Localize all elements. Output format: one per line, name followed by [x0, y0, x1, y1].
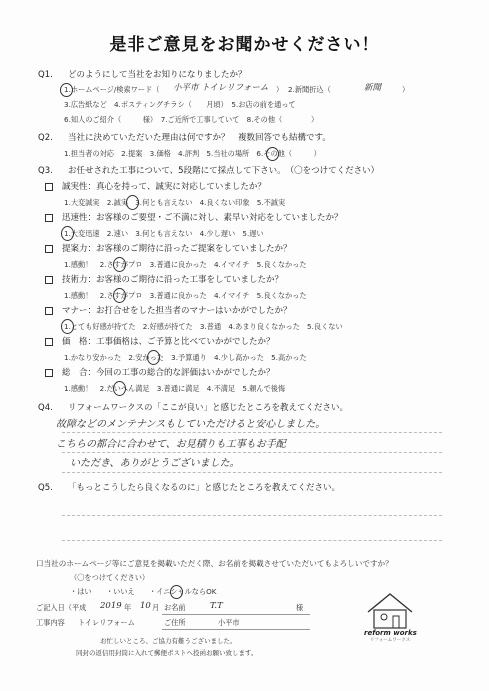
- q3-price-checkbox[interactable]: [45, 338, 53, 346]
- q3-price-answer-circle: [147, 350, 160, 365]
- date-label: ご記入日（平成: [36, 603, 87, 612]
- work-content: トイレリフォーム: [78, 618, 135, 627]
- q4-answer-line-3: [62, 472, 442, 473]
- q3-sincerity-answer-circle: [126, 195, 139, 210]
- page-title: 是非ご意見をお聞かせください！: [109, 35, 380, 55]
- q3-manner-options: 1.とても好感が持てた 2.好感が持てた 3.普通 4.あまり良くなかった 5.良くない: [64, 322, 343, 331]
- q1-option-newspaper: 2.新聞折込（: [288, 85, 331, 94]
- q3-question: お任せされた工事について、5段階にて採点して下さい。 （〇をつけてください）: [68, 166, 380, 176]
- date-month: 10: [140, 601, 151, 611]
- q3-overall-question: 総 合：今回の工事の総合的な評価はいかがでしたか？: [62, 368, 275, 378]
- logo-text: reform works: [364, 629, 417, 637]
- q3-price-question: 価 格：工事価格は、ご予算と比べていかがでしたか？: [62, 337, 275, 347]
- q1-option-newspaper-close: ）: [402, 85, 410, 94]
- q4-answer-line-1: [62, 432, 442, 433]
- q5-question: 「もっとこうしたら良くなるのに」と感じたところを教えてください。: [68, 483, 341, 493]
- logo-subtext: リフォームワークス: [370, 638, 411, 643]
- q3-price-options: 1.かなり安かった 2.安かった 3.予算通り 4.少し高かった 5.高かった: [64, 353, 307, 362]
- name-label: お名前: [164, 603, 186, 612]
- q5-answer-line-2: [62, 540, 442, 541]
- date-year-unit: 年: [124, 603, 132, 612]
- date-year: 2019: [100, 601, 122, 611]
- q1-written-search-words: 小平市 トイレリフォーム: [173, 83, 269, 93]
- q3-proposal-checkbox[interactable]: [45, 245, 53, 253]
- q3-label: Q3.: [38, 166, 53, 176]
- consent-question: 口当社のホームページ等にご意見を掲載いただく際、お名前を掲載させていただいてもよろしいですか？: [36, 559, 393, 568]
- consent-choices: ・はい ・いいえ ・イニシャルならOK: [70, 587, 217, 596]
- q3-skill-options: 1.感動！ 2.さすがプロ 3.普通に良かった 4.イマイチ 5.良くなかった: [64, 291, 307, 300]
- q3-manner-question: マナー：お打合せをした担当者のマナーはいかがでしたか？: [62, 306, 292, 316]
- q3-skill-answer-circle: [113, 288, 126, 303]
- q1-option-homepage: 1.ホームページ/検索ワード（: [64, 85, 160, 94]
- address-underline: [162, 629, 310, 630]
- q5-answer-line-1: [62, 515, 442, 516]
- house-icon: [362, 590, 418, 630]
- q2-label: Q2.: [38, 133, 53, 143]
- q2-question: 当社に決めていただいた理由は何ですか？ 複数回答でも結構です。: [68, 133, 331, 143]
- return-envelope-note: 同封の返信用封筒に入れて郵便ポストへ投函お願い致します。: [76, 649, 258, 657]
- q1-written-newspaper: 新聞: [364, 83, 382, 93]
- q3-overall-checkbox[interactable]: [45, 369, 53, 377]
- thanks-note: お忙しいところ、ご協力有難うございました。: [100, 637, 237, 645]
- q3-sincerity-question: 誠実性：真心を持って、誠実に対応していましたか？: [62, 182, 266, 192]
- date-month-unit: 月: [152, 603, 160, 612]
- q1-options-row3: 6.知人のご紹介（ 様） 7.ご近所で工事していて 8.その他（ ）: [64, 115, 319, 124]
- q3-proposal-question: 提案力：お客様のご期待に沿ったご提案をしていましたか？: [62, 244, 292, 254]
- work-label: 工事内容: [36, 618, 65, 627]
- q1-options-row2: 3.広告紙など 4.ポスティングチラシ（ 月頃） 5.お店の前を通って: [64, 100, 296, 109]
- q3-manner-answer-circle: [61, 319, 74, 334]
- name-honorific: 様: [296, 603, 304, 612]
- q3-manner-checkbox[interactable]: [45, 307, 53, 315]
- q2-options: 1.担当者の対応 2.提案 3.価格 4.評判 5.当社の場所 6.その他（ ）: [64, 149, 321, 158]
- name-underline: [162, 614, 310, 615]
- address-label: ご住所: [164, 618, 186, 627]
- q1-question: どのようにして当社をお知りになりましたか？: [68, 70, 247, 80]
- customer-name: T.T: [210, 601, 223, 611]
- q4-label: Q4.: [38, 403, 53, 413]
- q3-sincerity-options: 1.大変誠実 2.誠実 3.何とも言えない 4.良くない印象 5.不誠実: [64, 198, 286, 207]
- q3-skill-question: 技術力：お客様のご期待に沿った工事をしていましたか？: [62, 275, 284, 285]
- q3-speed-options: 1.大変迅速 2.速い 3.何とも言えない 4.少し遅い 5.遅い: [64, 229, 264, 238]
- q3-speed-answer-circle: [61, 226, 74, 241]
- reform-works-logo: [362, 590, 418, 646]
- q4-answer-line-3-text: いただき、ありがとうございました。: [70, 458, 240, 469]
- q3-proposal-options: 1.感動！ 2.さすがプロ 3.普通に良かった 4.イマイチ 5.良くなかった: [64, 260, 307, 269]
- q3-skill-checkbox[interactable]: [45, 276, 53, 284]
- q3-speed-checkbox[interactable]: [45, 214, 53, 222]
- q1-label: Q1.: [38, 70, 53, 80]
- q3-sincerity-checkbox[interactable]: [45, 183, 53, 191]
- consent-hint: （〇をつけてください）: [70, 573, 150, 582]
- q3-proposal-answer-circle: [113, 257, 126, 272]
- q3-overall-options: 1.感動！ 2.だいへん満足 3.普通に満足 4.不満足 5.頼んで後悔: [64, 384, 286, 393]
- address-value: 小平市: [218, 618, 240, 627]
- q4-question: リフォームワークスの「ここが良い」と感じたところを教えてください。: [68, 403, 348, 413]
- q3-speed-question: 迅速性：お客様のご要望・ご不満に対し、素早い対応をしていましたか？: [62, 213, 343, 223]
- q3-overall-answer-circle: [113, 381, 126, 396]
- q2-answer-circle: [266, 147, 279, 161]
- q5-label: Q5.: [38, 483, 53, 493]
- q1-answer-circle: [60, 83, 73, 97]
- q4-answer-line-2-text: こちらの都合に合わせて、お見積りも工事もお手配: [56, 439, 286, 450]
- consent-answer-circle: [170, 585, 183, 599]
- q4-answer-line-1-text: 故障などのメンテナンスもしていただけると安心しました。: [56, 419, 326, 430]
- q4-answer-line-2: [62, 452, 442, 453]
- q1-option-homepage-close: ）: [276, 85, 284, 94]
